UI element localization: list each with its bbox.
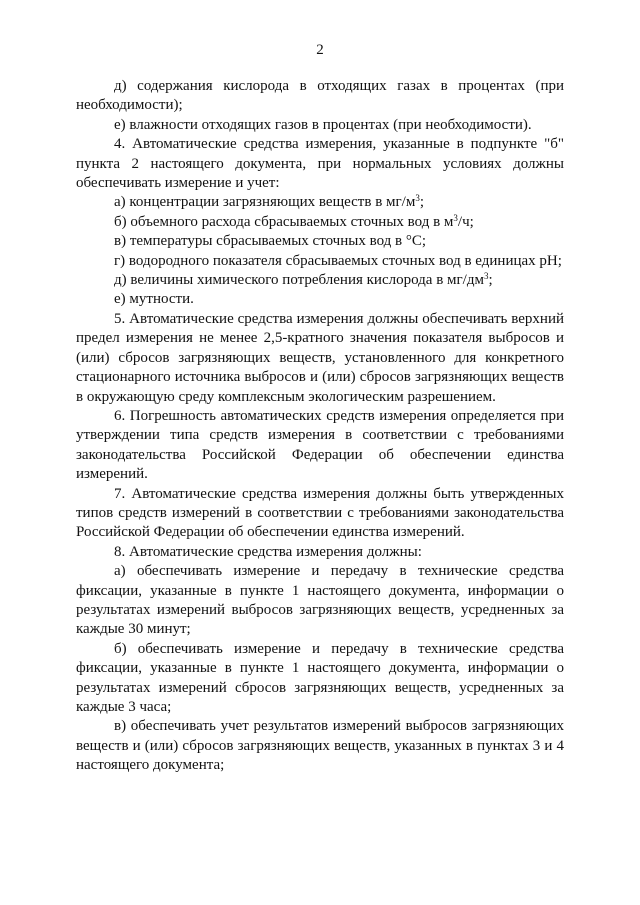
paragraph-4-a-text: а) концентрации загрязняющих веществ в мг/м xyxy=(114,194,416,211)
paragraph-4-d-end: ; xyxy=(488,272,493,289)
document-body xyxy=(76,77,564,776)
paragraph-d-oxygen: д) содержания кислорода в отходящих газах в процентах (при необходимости); xyxy=(76,78,564,114)
page-number: 2 xyxy=(316,42,324,58)
paragraph-4-a-end: ; xyxy=(419,194,425,211)
paragraph-4-a xyxy=(76,193,564,212)
paragraph-8: 8. Автоматические средства измерения должны: xyxy=(114,543,422,560)
paragraph-8-v: в) обеспечивать учет результатов измерений выбросов загрязняющих веществ и (или) сбросов загрязняющих веществ, указанных в пунктах 3 и 4 настоящего документа; xyxy=(76,718,564,774)
paragraph-6: 6. Погрешность автоматических средств измерения определяется при утверждении типа средств измерения в соответствии с требованиями законодательства Российской Федерации об обеспечении единства измерений. xyxy=(76,407,564,483)
paragraph-4-d-text: д) величины химического потребления кислорода в мг/дм xyxy=(114,272,484,289)
paragraph-7: 7. Автоматические средства измерения должны быть утвержденных типов средств измерений в соответствии с требованиями законодательства Российской Федерации об обеспечении единства измерений. xyxy=(76,485,564,541)
paragraph-e-humidity: е) влажности отходящих газов в процентах (при необходимости). xyxy=(114,116,532,133)
paragraph-8-b: б) обеспечивать измерение и передачу в технические средства фиксации, указанные в пункте 1 настоящего документа, информации о результатах измерений сбросов загрязняющих веществ, усредненных за каждые 3 часа; xyxy=(76,640,564,715)
paragraph-4-b-text: б) объемного расхода сбрасываемых сточных вод в м xyxy=(114,213,454,230)
paragraph-4-g: г) водородного показателя сбрасываемых сточных вод в единицах рН; xyxy=(114,252,562,269)
superscript: 3 xyxy=(453,212,458,223)
paragraph-4-b-end: /ч; xyxy=(457,213,474,230)
superscript: 3 xyxy=(483,271,489,282)
paragraph-5: 5. Автоматические средства измерения должны обеспечивать верхний предел измерения не менее 2,5-кратного значения показателя выбросов и (или) сбросов загрязняющих веществ, установленного для конкретного стационарного источника выбросов и (или) сбросов загрязняющих веществ в окружающую среду комплексным экологическим разрешением. xyxy=(76,310,564,405)
paragraph-4-b xyxy=(76,213,564,232)
paragraph-8-a: а) обеспечивать измерение и передачу в технические средства фиксации, указанные в пункте 1 настоящего документа, информации о результатах измерений выбросов загрязняющих веществ, усредненных за каждые 30 минут; xyxy=(76,563,564,638)
paragraph-4-e: е) мутности. xyxy=(114,291,194,308)
paragraph-4-v: в) температуры сбрасываемых сточных вод в °С; xyxy=(114,233,427,250)
paragraph-4: 4. Автоматические средства измерения, указанные в подпункте "б" пункта 2 настоящего документа, при нормальных условиях должны обеспечивать измерение и учет: xyxy=(76,136,564,192)
superscript: 3 xyxy=(415,193,420,204)
paragraph-4-d xyxy=(76,271,564,290)
